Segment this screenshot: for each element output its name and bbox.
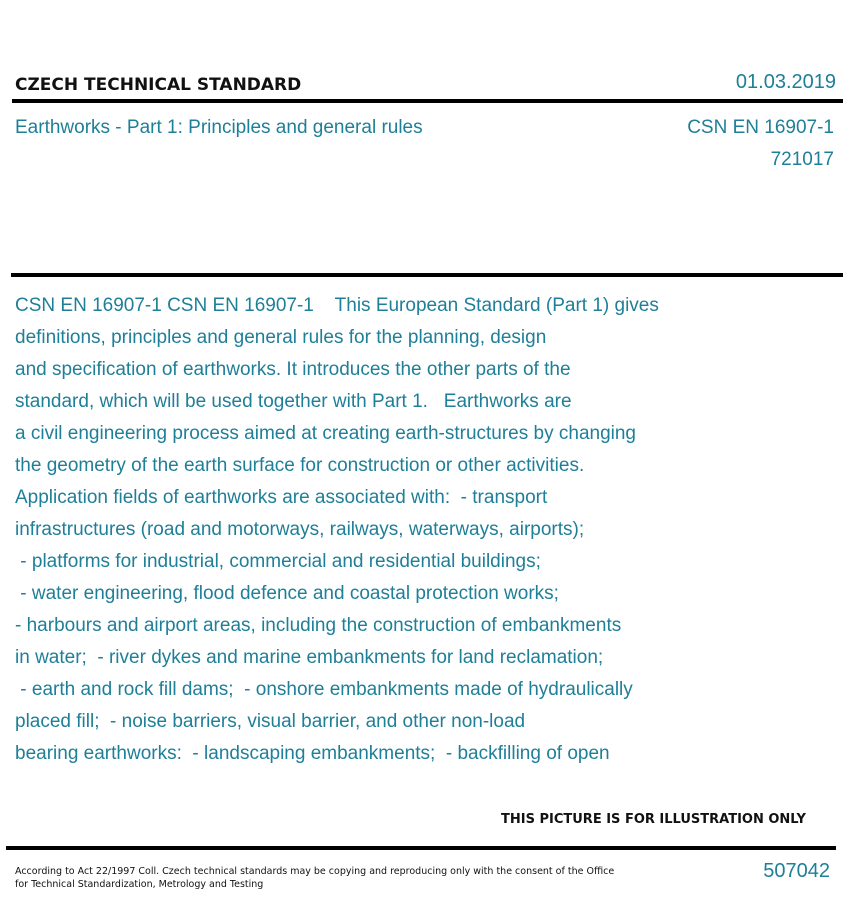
abstract-line: - harbours and airport areas, including the construction of embankments	[15, 615, 622, 636]
section-divider	[11, 273, 843, 277]
abstract-line: Application fields of earthworks are associated with: - transport	[15, 487, 548, 508]
standard-type-label: CZECH TECHNICAL STANDARD	[15, 75, 302, 95]
legal-notice-line: According to Act 22/1997 Coll. Czech technical standards may be copying and reproducing only with the consent of the Office	[15, 866, 615, 877]
standard-title: Earthworks - Part 1: Principles and general rules	[15, 117, 423, 138]
abstract-line: CSN EN 16907-1 CSN EN 16907-1 This European Standard (Part 1) gives	[15, 295, 659, 316]
abstract-line: definitions, principles and general rules for the planning, design	[15, 327, 547, 348]
abstract-line: - platforms for industrial, commercial and residential buildings;	[15, 551, 541, 572]
legal-notice-line: for Technical Standardization, Metrology and Testing	[15, 879, 264, 890]
abstract-line: placed fill; - noise barriers, visual barrier, and other non-load	[15, 711, 526, 732]
footer-divider	[6, 846, 836, 850]
header-divider	[12, 99, 843, 103]
standard-abstract	[15, 290, 775, 770]
classification-code: 721017	[770, 149, 834, 170]
publication-date: 01.03.2019	[735, 71, 836, 93]
abstract-line: bearing earthworks: - landscaping embankments; - backfilling of open	[15, 743, 610, 764]
standard-code: CSN EN 16907-1	[687, 117, 834, 138]
abstract-line: - earth and rock fill dams; - onshore embankments made of hydraulically	[15, 679, 633, 700]
abstract-line: - water engineering, flood defence and coastal protection works;	[15, 583, 559, 604]
abstract-line: in water; - river dykes and marine embankments for land reclamation;	[15, 647, 604, 668]
abstract-line: infrastructures (road and motorways, railways, waterways, airports);	[15, 519, 585, 540]
illustration-note: THIS PICTURE IS FOR ILLUSTRATION ONLY	[501, 812, 806, 827]
abstract-line: standard, which will be used together with Part 1. Earthworks are	[15, 391, 572, 412]
legal-notice	[15, 865, 615, 891]
abstract-line: the geometry of the earth surface for construction or other activities.	[15, 455, 585, 476]
abstract-line: and specification of earthworks. It introduces the other parts of the	[15, 359, 571, 380]
document-number: 507042	[763, 860, 830, 882]
abstract-line: a civil engineering process aimed at creating earth-structures by changing	[15, 423, 636, 444]
